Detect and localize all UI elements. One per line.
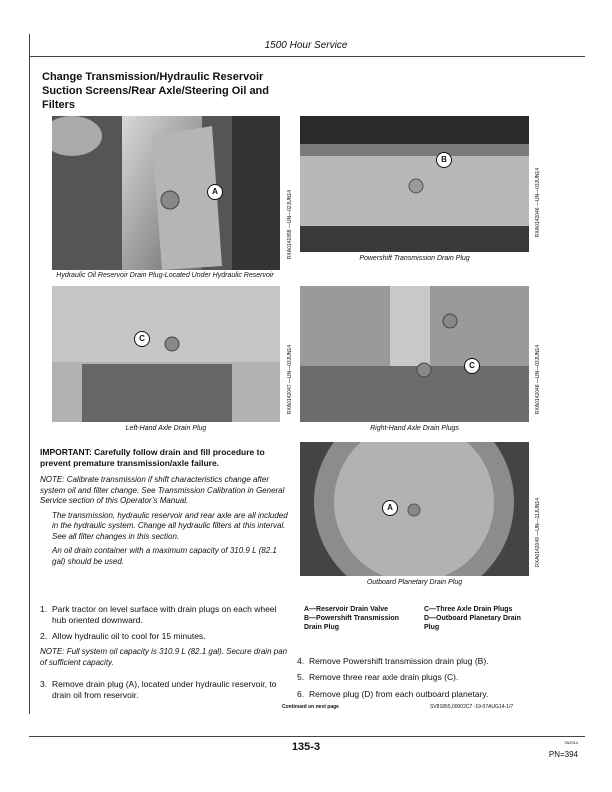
left-border — [29, 34, 30, 714]
step-number: 2. — [40, 631, 48, 641]
photo-hydraulic-reservoir-drain — [52, 116, 280, 270]
page-number: 135-3 — [291, 741, 321, 753]
footer-small-code: 052914 — [564, 740, 578, 745]
figure-caption: Left-Hand Axle Drain Plug — [125, 425, 207, 432]
photo-right-axle-drains — [300, 286, 529, 422]
step-text: Allow hydraulic oil to cool for 15 minutes. — [52, 631, 206, 641]
pn-number: PN=394 — [548, 750, 578, 759]
footer-rule — [29, 736, 585, 737]
page-header: 1500 Hour Service — [264, 40, 348, 51]
header-rule — [29, 56, 585, 57]
note-label: NOTE: — [40, 647, 65, 656]
legend-item-d: D—Outboard Planetary Drain Plug — [424, 615, 521, 631]
figure-code: RXA0142048 —UN—03JUN14 — [535, 345, 541, 415]
step-number: 4. — [297, 656, 305, 666]
callout-c-2: C — [464, 358, 480, 374]
photo-left-axle-drain — [52, 286, 280, 422]
step-2 — [40, 631, 290, 642]
continued-note: Continued on next page — [282, 704, 339, 710]
step-text: Remove plug (D) from each outboard planetary. — [309, 689, 489, 699]
step-number: 5. — [297, 672, 305, 682]
step-6 — [297, 689, 547, 700]
step-number: 6. — [297, 689, 305, 699]
document-code: SV81855,00002C7 -19-07AUG14-1/7 — [430, 704, 514, 710]
note-text: Calibrate transmission if shift characteristics change after system oil and filter change. See Transmission Calibration in General Service section of this Operator’s Manual. — [40, 475, 285, 505]
step-text: Remove drain plug (A), located under hydraulic reservoir, to drain oil from reservoir. — [52, 679, 277, 700]
legend-item-c: C—Three Axle Drain Plugs — [424, 606, 513, 613]
step-number: 1. — [40, 604, 48, 614]
legend-item-a: A—Reservoir Drain Valve — [304, 606, 389, 613]
photo-transmission-drain — [300, 116, 529, 252]
photo-outboard-planetary-drain — [300, 442, 529, 576]
callout-a-1: A — [207, 184, 223, 200]
step-1 — [40, 604, 290, 626]
figure-caption: Right-Hand Axle Drain Plugs — [370, 425, 459, 432]
step-4 — [297, 656, 547, 667]
note-label: NOTE: — [40, 475, 65, 484]
note-paragraph: The transmission, hydraulic reservoir and rear axle are all included in the hydraulic system. Change all hydraulic filters at this interval. See all filter changes in this section. — [52, 510, 288, 541]
figure-caption: Hydraulic Oil Reservoir Drain Plug-Located Under Hydraulic Reservoir — [56, 272, 274, 279]
callout-c-1: C — [134, 331, 150, 347]
step-text: Park tractor on level surface with drain plugs on each wheel hub oriented downward. — [52, 604, 277, 625]
figure-caption: Outboard Planetary Drain Plug — [366, 579, 463, 586]
callout-a-2: A — [382, 500, 398, 516]
figure-code: RXA0141858 —UN—02JUN14 — [287, 190, 293, 260]
callout-b: B — [436, 152, 452, 168]
step-text: Remove three rear axle drain plugs (C). — [309, 672, 459, 682]
step-5 — [297, 672, 547, 683]
legend-item-b: B—Powershift Transmission Drain Plug — [304, 615, 399, 631]
legend-right — [424, 605, 534, 632]
section-title: Change Transmission/Hydraulic Reservoir Suction Screens/Rear Axle/Steering Oil and Filters — [42, 71, 269, 111]
note-calibration — [40, 475, 290, 567]
figure-code: RXA0142047 —UN—03JUN14 — [287, 345, 293, 415]
figure-code: RXA0142049 —UN—11JUN14 — [535, 498, 541, 567]
figure-code: RXA0142046 —UN—03JUN14 — [535, 168, 541, 238]
step-text: Remove Powershift transmission drain plug (B). — [309, 656, 489, 666]
note-paragraph: An oil drain container with a maximum capacity of 310.9 L (82.1 gal) should be used. — [52, 546, 277, 566]
step-3 — [40, 679, 290, 701]
legend-left — [304, 605, 414, 632]
figure-caption: Powershift Transmission Drain Plug — [359, 255, 470, 262]
important-label: IMPORTANT: — [40, 447, 92, 457]
important-text: Carefully follow drain and fill procedure to prevent premature transmission/axle failure. — [40, 447, 265, 468]
step-number: 3. — [40, 679, 48, 689]
important-notice — [40, 447, 290, 469]
note-capacity — [40, 647, 290, 668]
note-text: Full system oil capacity is 310.9 L (82.1 gal). Secure drain pan of sufficient capacity. — [40, 647, 288, 667]
